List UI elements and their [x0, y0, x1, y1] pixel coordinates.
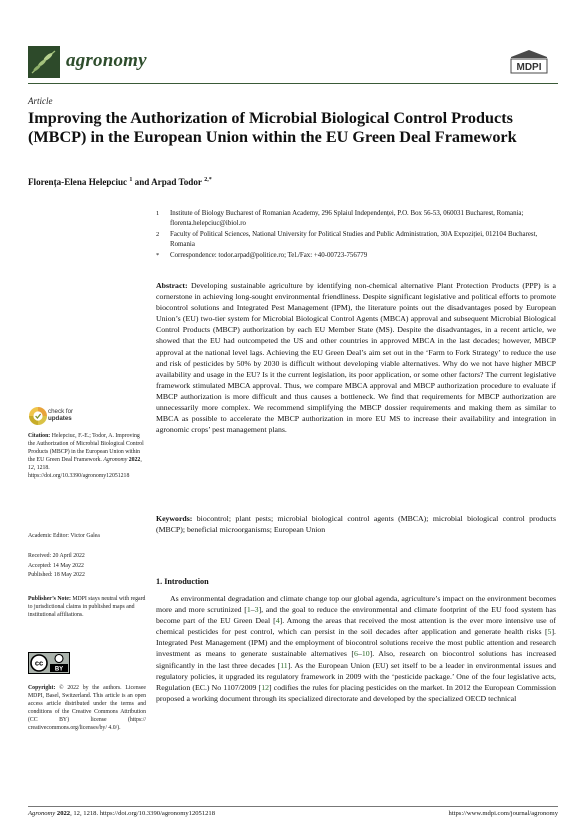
article-type: Article	[28, 96, 53, 106]
citation-journal: Agronomy	[103, 457, 128, 464]
intro-text: –	[357, 649, 362, 659]
publication-dates	[28, 552, 146, 579]
accepted-date: Accepted: 14 May 2022	[28, 562, 84, 569]
header-divider	[28, 83, 558, 84]
intro-text: ]. Among the areas that received the most attention is the ever more intensive use of chemical pesticides for pest control, which can persist in the soil decades after application and generate health risks [	[156, 616, 557, 637]
wheat-leaf-icon	[28, 46, 60, 78]
copyright-text: © 2022 by the authors. Licensee MDPI, Basel, Switzerland. This article is an open access article distributed under the terms and conditions of the Creative Commons Attribution (CC BY) license (https:// creativecommons.org/licenses/by/ 4.0/).	[28, 685, 146, 732]
citation-year: 2022	[128, 457, 141, 464]
intro-text: –	[250, 605, 255, 615]
article-title: Improving the Authorization of Microbial Biological Control Products (MBCP) in the European Union within the EU Green Deal Framework	[28, 109, 517, 146]
affiliation-text: Institute of Biology Bucharest of Romanian Academy, 296 Splaiul Independenței, P.O. Box 56-53, 060031 Bucharest, Romania; florenta.helepciuc@ibiol.ro	[170, 210, 524, 227]
check-for-updates-label[interactable]	[48, 408, 73, 422]
citation-block: Citation: Helepciuc, F.-E.; Todor, A. Improving the Authorization of Microbial Biological Control Products (MBCP) in the European Union within the EU Green Deal Framework. Agronomy 2022, 12, 1218. https://doi.org/10.3390/agronomy12051218	[28, 433, 144, 480]
reference-link[interactable]: 6	[354, 649, 358, 659]
footer-journal: Agronomy	[28, 810, 56, 817]
section-heading: 1. Introduction	[156, 577, 209, 586]
citation-label: Citation:	[28, 433, 51, 439]
intro-text: As environmental degradation and climate change top our global agenda, agriculture’s impact on the environment becomes more and more scrutinized [	[156, 594, 556, 615]
affiliation-mark: 2,*	[204, 177, 212, 183]
correspondence-item	[156, 251, 556, 261]
publisher-note-label: Publisher’s Note:	[28, 596, 71, 602]
correspondence-text: Correspondence: todor.arpad@politice.ro; Tel./Fax: +40-00723-756779	[170, 252, 368, 260]
citation-volume: 12	[28, 465, 34, 472]
published-date: Published: 18 May 2022	[28, 572, 85, 579]
footer-doi[interactable]: , 12, 1218. https://doi.org/10.3390/agronomy12051218	[70, 810, 216, 817]
footer-year: 2022	[56, 810, 71, 817]
footer-journal-url[interactable]: https://www.mdpi.com/journal/agronomy	[448, 810, 558, 817]
publisher-note	[28, 595, 146, 619]
keywords-label: Keywords:	[156, 514, 193, 523]
cc-by-license-badge[interactable]	[28, 652, 70, 674]
received-date: Received: 20 April 2022	[28, 553, 85, 559]
footer-divider	[28, 806, 558, 807]
author-separator: and	[134, 177, 150, 188]
author-name[interactable]: Arpad Todor	[151, 177, 202, 188]
cc-by-text: BY	[54, 666, 64, 673]
mdpi-logo	[505, 49, 553, 77]
affiliation-number: 2	[156, 231, 160, 239]
footer-citation	[28, 810, 215, 817]
reference-link[interactable]: 5	[547, 627, 552, 637]
affiliation-text: Faculty of Political Sciences, National University for Political Studies and Public Administration, 30A Expoziției, 012104 Bucharest, Romania	[170, 231, 538, 248]
reference-link[interactable]: 10	[361, 649, 370, 659]
check-updates-line: updates	[48, 415, 72, 422]
author-name[interactable]: Florența-Elena Helepciuc	[28, 177, 128, 188]
copyright-label: Copyright:	[28, 685, 56, 691]
mdpi-logo-icon	[505, 49, 553, 77]
reference-link[interactable]: 1	[246, 605, 251, 615]
reference-link[interactable]: 11	[280, 660, 288, 670]
cc-text: cc	[34, 658, 44, 668]
journal-name: agronomy	[66, 50, 147, 71]
intro-text: ], and the goal to reduce the environmental and climate footprint of the EU food system has become part of the EU Green Deal [	[156, 605, 556, 626]
editor-name: Victor Galea	[70, 533, 100, 539]
academic-editor	[28, 532, 146, 540]
copyright-block	[28, 684, 146, 733]
affiliation-mark: 1	[129, 177, 133, 183]
citation-doi[interactable]: , 1218. https://doi.org/10.3390/agronomy12051218	[28, 465, 130, 480]
editor-label: Academic Editor:	[28, 533, 70, 539]
check-updates-line: check for	[48, 408, 74, 415]
reference-link[interactable]: 4	[275, 616, 280, 626]
intro-text: ]. Integrated Pest Management (IPM) and the employment of biocontrol solutions receive the most public attention and research investment as means to generate sustainable alternatives [	[156, 627, 556, 659]
citation-text: Helepciuc, F.-E.; Todor, A. Improving the Authorization of Microbial Biological Control Products (MBCP) in the European Union within the EU Green Deal Framework.	[28, 433, 144, 464]
intro-text: ]. As the European Union (EU) set itself to be a leader in environmental issues and regulatory policies, it upgraded its regulatory framework in 2009 with the ‘pesticide package.’ One of the four legislative acts, Regulation (EC.) No 1107/2009 [	[156, 660, 556, 692]
affiliations	[156, 209, 556, 263]
affiliation-item	[156, 230, 556, 249]
affiliation-number: 1	[156, 210, 160, 217]
cc-by-license-icon	[28, 652, 70, 674]
introduction-paragraph	[156, 593, 556, 704]
check-updates-icon	[28, 406, 48, 428]
publisher-note-text: MDPI stays neutral with regard to jurisdictional claims in published maps and institutional affiliations.	[28, 596, 146, 619]
abstract-text: Developing sustainable agriculture by identifying non-chemical alternative Plant Protection Products (PPP) is a cornerstone in achieving long-sought environmental friendliness. Despite significant legislative and political efforts to promote biocontrol solutions and Integrated Pest Management (IPM), the literature points out the disadvantages posed by European Union’s (EU) two-tier system for Microbial Biological Control Agents (MBCA) approval and subsequent Microbial Biological Control Products (MBCP) authorization by each EU Member State (MS). Despite the disadvantages, in a recent article, we showed that the EU had outcompeted the US and other countries in approved MBCA in the last decades; however, MBCP approval at the national level lags. Achieving the EU Green Deal’s aim set out in the ‘Farm to Fork Strategy’ to reduce the use and risk of pesticides by 50% by 2030 is difficult without developing viable alternatives. Why do we not have higher MBCP availability and usage in the EU? Is it the current legislation, its poor application, or some other factors? The current legislative framework stimulated MBCA approval. Thus, we compare MBCA approval and MBCP authorization procedure to evaluate if MBCP authorization is more difficult and thus causes a bottleneck. We find that requirements for MBCP authorization are unnecessarily more complex. We recommend simplifying the MBCP dossier requirements and making them as similar to MBCA as possible to accelerate the MBCP authorization in more EU MS to increase their availability and integration in agronomic crops’ pest management plans.	[156, 281, 557, 435]
abstract-label: Abstract:	[156, 281, 188, 290]
author-list	[28, 177, 212, 187]
intro-text: ]. Also, research on biocontrol solutions has increased significantly in the last three decades [	[156, 649, 556, 670]
reference-link[interactable]: 12	[261, 682, 269, 692]
keywords	[156, 513, 556, 535]
abstract	[156, 280, 556, 435]
reference-link[interactable]: 3	[254, 605, 259, 615]
keywords-text: biocontrol; plant pests; microbial biological control agents (MBCA); microbial biological control products (MBCP); beneficial microorganisms; European Union	[156, 514, 556, 535]
mdpi-logo-text: MDPI	[516, 62, 542, 73]
affiliation-number: *	[156, 252, 160, 260]
affiliation-item	[156, 209, 556, 228]
intro-text: ] codifies the rules for placing pesticides on the market. In 2012 the European Commission proposed a working document through its specialized directorate and developed by the specialized OECD technical	[156, 682, 556, 703]
journal-logo	[28, 46, 60, 78]
